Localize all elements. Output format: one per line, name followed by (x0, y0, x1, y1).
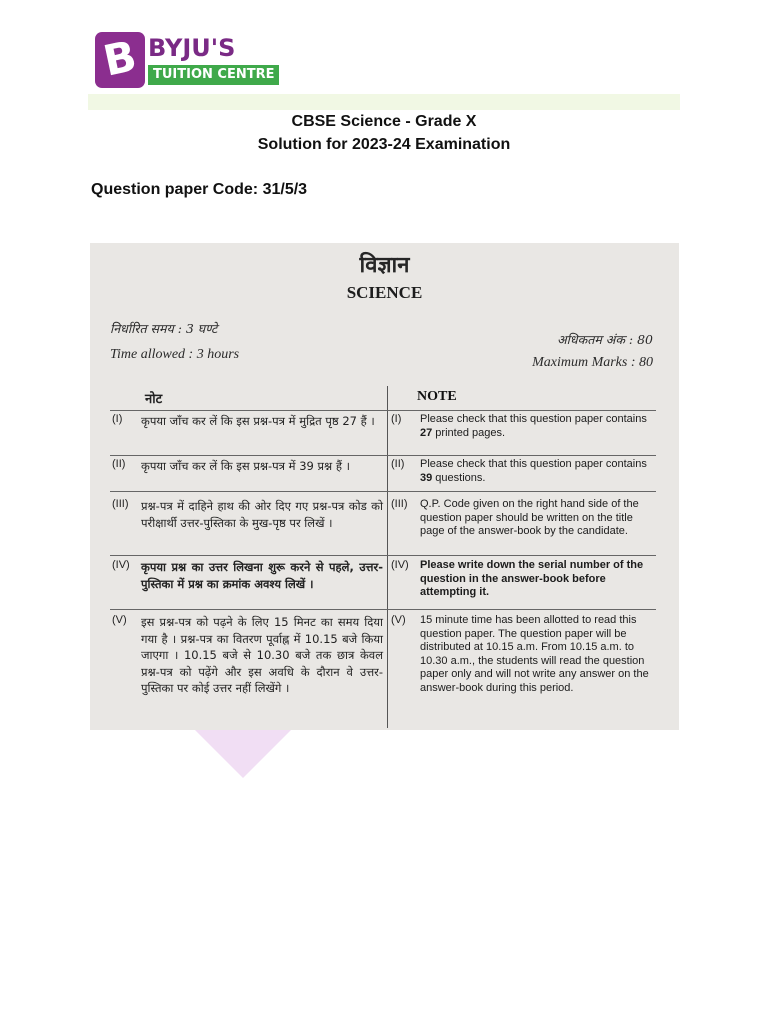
row-divider (110, 455, 656, 456)
note-text-english: Please write down the serial number of the question in the answer-book before attempting it. (420, 559, 644, 598)
note-text-hindi: इस प्रश्न-पत्र को पढ़ने के लिए 15 मिनट का समय दिया गया है । प्रश्न-पत्र का वितरण पूर्वाह्न में 10.15 बजे किया जाएगा । 10.15 बजे से 10.30 बजे तक छात्र केवल प्रश्न-पत्र को पढ़ेंगे और इस अवधि के दौरान वे उत्तर-पुस्तिका पर कोई उत्तर नहीं लिखेंगे । (141, 615, 383, 695)
row-number-hindi: (I) (112, 413, 123, 425)
row-number-hindi: (II) (112, 458, 126, 470)
header-accent-bar (88, 94, 680, 110)
column-divider (387, 386, 388, 728)
note-text-english: 15 minute time has been allotted to read this question paper. The question paper will be distributed at 10.15 a.m. From 10.15 a.m. to 10.30 a.m., the students will read the question paper only and will not write any answer on the answer-book during this period. (420, 614, 649, 694)
document-subtitle: Solution for 2023-24 Examination (257, 136, 511, 153)
row-number-english: (II) (391, 458, 405, 470)
row-number-hindi: (IV) (112, 559, 130, 571)
logo-badge-icon (95, 32, 145, 88)
note-text-hindi: कृपया जाँच कर लें कि इस प्रश्न-पत्र में मुद्रित पृष्ठ 27 हैं । (141, 414, 375, 428)
note-heading-english: NOTE (417, 389, 457, 404)
row-number-hindi: (III) (112, 498, 129, 510)
time-allowed-hindi: निर्धारित समय : 3 घण्टे (110, 321, 218, 336)
note-text-hindi: कृपया प्रश्न का उत्तर लिखना शुरू करने से पहले, उत्तर-पुस्तिका में प्रश्न का क्रमांक अवश्य लिखें । (141, 560, 383, 591)
byjus-logo (95, 32, 295, 88)
question-paper-code: Question paper Code: 31/5/3 (91, 181, 308, 198)
watermark-shape (195, 730, 291, 778)
note-text-english: Please check that this question paper contains 27 printed pages. (420, 413, 647, 439)
row-divider (110, 491, 656, 492)
note-text-hindi: कृपया जाँच कर लें कि इस प्रश्न-पत्र में 39 प्रश्न हैं । (141, 459, 350, 473)
row-number-english: (IV) (391, 559, 409, 571)
max-marks-english: Maximum Marks : 80 (532, 355, 653, 370)
note-text-english: Q.P. Code given on the right hand side of the question paper should be written on the title page of the answer-book by the candidate. (420, 498, 639, 537)
row-divider (110, 410, 656, 411)
time-allowed-english: Time allowed : 3 hours (110, 347, 240, 362)
scanned-question-paper (90, 243, 679, 730)
logo-tagline: TUITION CENTRE (148, 65, 279, 85)
note-text-hindi: प्रश्न-पत्र में दाहिने हाथ की ओर दिए गए प्रश्न-पत्र कोड को परीक्षार्थी उत्तर-पुस्तिका के मुख-पृष्ठ पर लिखें । (141, 499, 383, 530)
paper-title-english: SCIENCE (346, 283, 423, 302)
note-text-english: Please check that this question paper contains 39 questions. (420, 458, 647, 484)
row-number-english: (III) (391, 498, 408, 510)
logo-monogram: B (99, 31, 141, 86)
document-title: CBSE Science - Grade X (291, 113, 477, 130)
logo-brand-name: BYJU'S (148, 34, 236, 62)
row-number-english: (V) (391, 614, 406, 626)
row-divider (110, 555, 656, 556)
max-marks-hindi: अधिकतम अंक : 80 (557, 332, 653, 347)
paper-title-hindi: विज्ञान (359, 253, 410, 278)
row-number-english: (I) (391, 413, 402, 425)
row-number-hindi: (V) (112, 614, 127, 626)
note-heading-hindi: नोट (145, 392, 163, 407)
row-divider (110, 609, 656, 610)
